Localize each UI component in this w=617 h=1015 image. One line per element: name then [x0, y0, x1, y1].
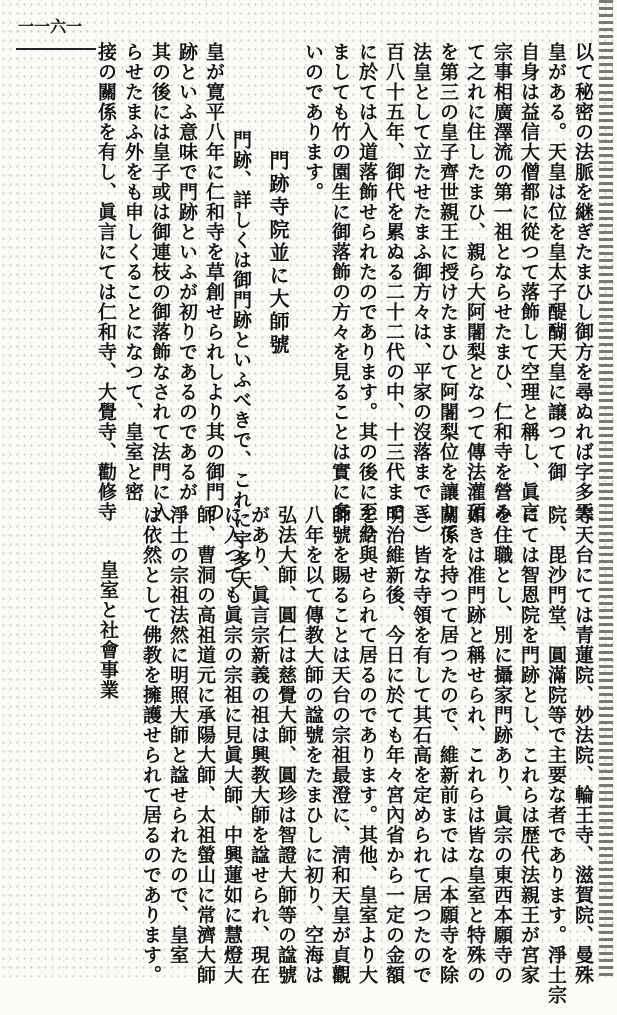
upper-column: 門跡、詳しくは御門跡といふべきで、これに宇多天	[230, 130, 252, 590]
lower-column: は依然として佛教を擁護せられて居るのであります。	[140, 505, 162, 985]
lower-column: に入つても眞宗の宗祖に見眞大師、中興蓮如に慧燈大	[221, 505, 243, 985]
upper-column: 法皇として立たせたまふ御方々は、平家の沒落まで二	[410, 42, 432, 522]
lower-column: 院、毘沙門堂、圓滿院等で主要な者であります。淨土宗	[545, 505, 567, 1005]
page-number-marker: 一一六一	[18, 17, 83, 36]
upper-column: 皇がある。天皇は位を皇太子醍醐天皇に譲つて御	[545, 42, 567, 482]
lower-column: 師、曹洞の高祖道元に承陽大師、太祖螢山に常濟大師	[194, 505, 216, 985]
lower-column: 弘法大師、圓仁は慈覺大師、圓珍は智證大師等の諡號	[275, 505, 297, 985]
upper-column: 其の後には皇子或は御連枝の御落飾なされて法門に入	[149, 42, 171, 522]
lower-column: 師號を賜ることは天台の宗祖最澄に、淸和天皇が貞觀	[329, 505, 351, 985]
lower-column: 淨土の宗祖法然に明照大師と諡せられたので、皇室	[167, 505, 189, 965]
lower-column: 等天台にては青蓮院、妙法院、輪王寺、滋賀院、曼殊	[572, 505, 594, 985]
upper-column: 皇が寛平八年に仁和寺を草創せられしより其の御門の	[203, 42, 225, 522]
upper-column: 自身は益信大僧都に從つて落飾して空理と稱し、眞言	[518, 42, 540, 522]
upper-column: 接の關係を有し、眞言にては仁和寺、大覺寺、勸修寺	[95, 42, 117, 522]
lower-column: があり、眞言宗新義の祖は興教大師を諡せられ、現在	[248, 505, 270, 985]
lower-column: にては智恩院を門跡とし、これらは歴代法親王が宮家	[518, 505, 540, 985]
upper-column: 百八十五年、御代を累ぬる二十二代の中、十三代まで	[383, 42, 405, 522]
upper-column: 宗事相廣澤流の第一祖とならせたまひ、仁和寺を營み	[491, 42, 513, 522]
upper-column: いのであります。	[302, 42, 324, 202]
upper-column: を第三の皇子齊世親王に授けたまひて阿闍梨位を讓りて	[437, 42, 459, 542]
page-number-rule	[16, 48, 96, 50]
lower-column: を給與せられて居るのであります。其他、皇室より大	[356, 505, 378, 985]
upper-column: ましても竹の園生に御落飾の方々を見ることは實に多	[329, 42, 351, 522]
page-edge	[599, 0, 613, 977]
lower-column: 明治維新後、今日に於ても年々宮內省から一定の金額	[383, 505, 405, 985]
upper-column: に於ては入道落飾せられたのであります。其の後に至り	[356, 42, 378, 542]
upper-column: 以て秘密の法脈を継ぎたまひし御方を尋ぬれば字多天	[572, 42, 594, 522]
lower-column: 八年を以て傳教大師の諡號をたまひしに初り、空海は	[302, 505, 324, 985]
lower-column: 關係を持つて居つたので、維新前までは（本願寺を除	[437, 505, 459, 985]
lower-column: を住職とし、別に攝家門跡あり、眞宗の東西本願寺の	[491, 505, 513, 985]
lower-column: 如きは准門跡と稱せられ、これらは皆な皇室と特殊の	[464, 505, 486, 985]
upper-column: 跡といふ意味で門跡といふが初りであるのであるが	[176, 42, 198, 502]
lower-column: き）皆な寺領を有して其石高を定められて居つたので	[410, 505, 432, 985]
next-section-heading: 皇室と社會事業	[97, 560, 119, 700]
upper-column: らせたまふ外をも申しくることになつて、皇室と密	[122, 42, 144, 502]
section-heading: 門跡寺院並に大師號	[266, 150, 290, 357]
upper-column: て之れに住したまひ、親ら大阿闍梨となつて傳法灌頂	[464, 42, 486, 522]
